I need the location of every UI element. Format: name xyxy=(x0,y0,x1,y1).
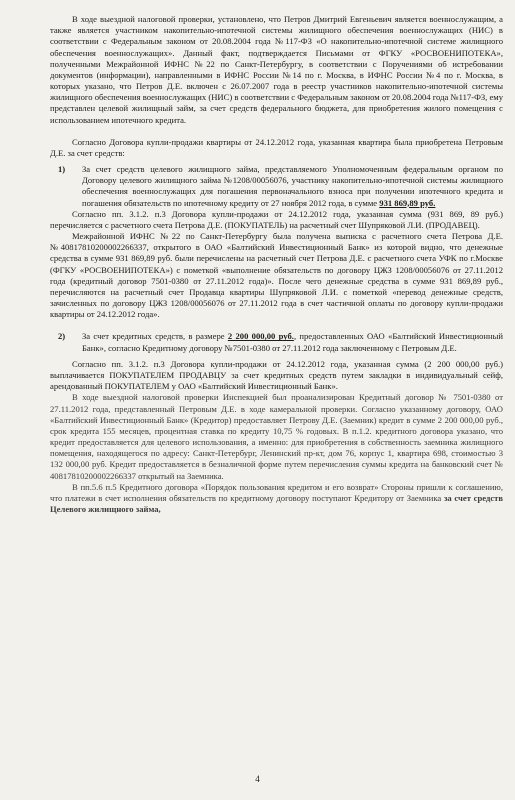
list-item-2-body-a: За счет кредитных средств, в размере xyxy=(82,331,228,342)
list-item-2-number: 2) xyxy=(58,331,66,342)
repayment-terms-bold: за счет средств Целевого жилищного займа, xyxy=(50,492,503,515)
paragraph-contract-clause-312: Согласно пп. 3.1.2. п.3 Договора купли-продажи от 24.12.2012 года, указанная сумма (931 869, 89 руб.) перечисляется с расчетного счета Петрова Д.Е. (ПОКУПАТЕЛЬ) на расчетный счет Шупряковой Л.И. (ПРОДАВЕЦ). xyxy=(50,208,503,230)
list-item-1 xyxy=(50,164,503,209)
list-item-1-body: За счет средств целевого жилищного займа, представляемого Уполномоченным федеральным органом по Договору целевого жилищного займа №1208/00056076, участнику накопительно-ипотечной системы жилищного обеспечения военнослужащих для погашения первоначального взноса при получении ипотечного кредита и погашения обязательств по ипотечному кредиту от 27 ноября 2012 года, в сумме xyxy=(82,164,503,208)
list-item-2-text xyxy=(82,331,503,353)
page-number: 4 xyxy=(255,774,260,785)
paragraph-safe-deposit: Согласно пп. 3.1.2. п.3 Договора купли-продажи от 24.12.2012 года, указанная сумма (2 200 000,00 руб.) выплачивается ПОКУПАТЕЛЕМ ПРОДАВЦУ за счет кредитных средств путем закладки в индивидуальный сейф, арендованный ПОКУПАТЕЛЕМ у ОАО «Балтийский Инвестиционный Банк». xyxy=(50,358,503,392)
paragraph-purchase-contract: Согласно Договора купли-продажи квартиры от 24.12.2012 года, указанная квартира была приобретена Петровым Д.Е. за счет средств: xyxy=(50,136,503,158)
credit-amount-2200000: 2 200 000,00 руб. xyxy=(227,331,294,342)
paragraph-bank-statement: Межрайонной ИФНС №22 по Санкт-Петербургу была получена выписка с расчетного счета Петрова Д.Е. №40817810200002266337, открытого в ОАО «Балтийский Инвестиционный Банк» из которой видно, что денежные средства в сумме 931 869,89 руб. были перечислены на расчетный счет Петрова Д.Е. с расчетного счета УФК по г.Москве (ФГКУ «РОСВОЕНИПОТЕКА») с пометкой «выполнение обязательств по договору ЦЖЗ 1208/00056076 от 27.11.2012 года (кредитный договор 7501-0380 от 27.11.2012 года)». После чего денежные средства в сумме 931 869,89 руб., перечисляются на расчетный счет Продавца квартиры Шупряковой Л.И. с пометкой «перевод денежные средств, зачисленных по договору ЦЖЗ 1208/00056076 от 27.11.2012 года в счет частичной оплаты по договору купли-продажи квартиры от 24.12.2012 года». xyxy=(50,231,503,320)
repayment-terms-text: В пп.5.6 п.5 Кредитного договора «Порядок пользования кредитом и его возврат» Стороны пришли к соглашению, что платежи в счет исполнения обязательств по кредитному договору поступают Кредитору от Заемника xyxy=(50,481,503,503)
paragraph-tax-audit-intro: В ходе выездной налоговой проверки, установлено, что Петров Дмитрий Евгеньевич является военнослужащим, а также является участником накопительно-ипотечной системы жилищного обеспечения военнослужащих (НИС) в соответствии с Федеральным законом от 20.08.2004 года №117-ФЗ «О накопительно-ипотечной системе жилищного обеспечения военнослужащих». Данный факт, подтверждается Письмами от ФГКУ «РОСВОЕНИПОТЕКА», полученными Межрайонной ИФНС №22 по Санкт-Петербургу, в соответствии с Поручениями об истребовании документов (информации), направленными в ИФНС России №14 по г. Москва, в ИФНС России №4 по г. Москва, в которых указано, что Петров Д.Е. включен с 26.07.2007 года в реестр участников накопительно-ипотечной системы жилищного обеспечения военнослужащих (НИС) в соответствии с Федеральным законом от 20.08.2004 года №117-ФЗ, ему представлен целевой жилищный займ, за счет средств федерального бюджета, для приобретения жилого помещения с использованием ипотечного кредита. xyxy=(50,14,504,125)
list-item-1-text xyxy=(82,164,503,209)
list-item-2 xyxy=(50,331,503,353)
list-item-1-number: 1) xyxy=(58,164,66,175)
paragraph-credit-agreement-analysis: В ходе выездной налоговой проверки Инспекцией был проанализирован Кредитный договор № 7501-0380 от 27.11.2012 года, представленный Петровым Д.Е. в ходе камеральной проверки. Согласно указанному договору, ОАО «Балтийский Инвестиционный Банк» (Кредитор) предоставляет Петрову Д.Е. (Заемник) кредит в сумме 2 200 000,00 руб., срок кредита 155 месяцев, процентная ставка по кредиту 10,75 % годовых. В п.1.2. кредитного договора указано, что кредит предоставляется для целевого использования, а именно: для приобретения в собственность заемника жилищного помещения, находящегося по адресу: Санкт-Петербург, Ленинский пр-кт, дом 76, корпус 1, квартира 698, стоимостью 3 132 000,00 руб. Кредит предоставляется в безналичной форме путем перечисления суммы кредита на банковский счет № 40817810200002266337 открытый на Заемника. xyxy=(50,392,503,481)
paragraph-repayment-terms xyxy=(50,482,503,516)
loan-amount-931869: 931 869,89 руб. xyxy=(379,197,436,208)
list-item-2-body-b: , предоставленных ОАО «Балтийский Инвестиционный Банк», согласно Кредитному договору №7501-0380 от 27.11.2012 года заключенному с Петровым Д.Е. xyxy=(82,331,504,353)
